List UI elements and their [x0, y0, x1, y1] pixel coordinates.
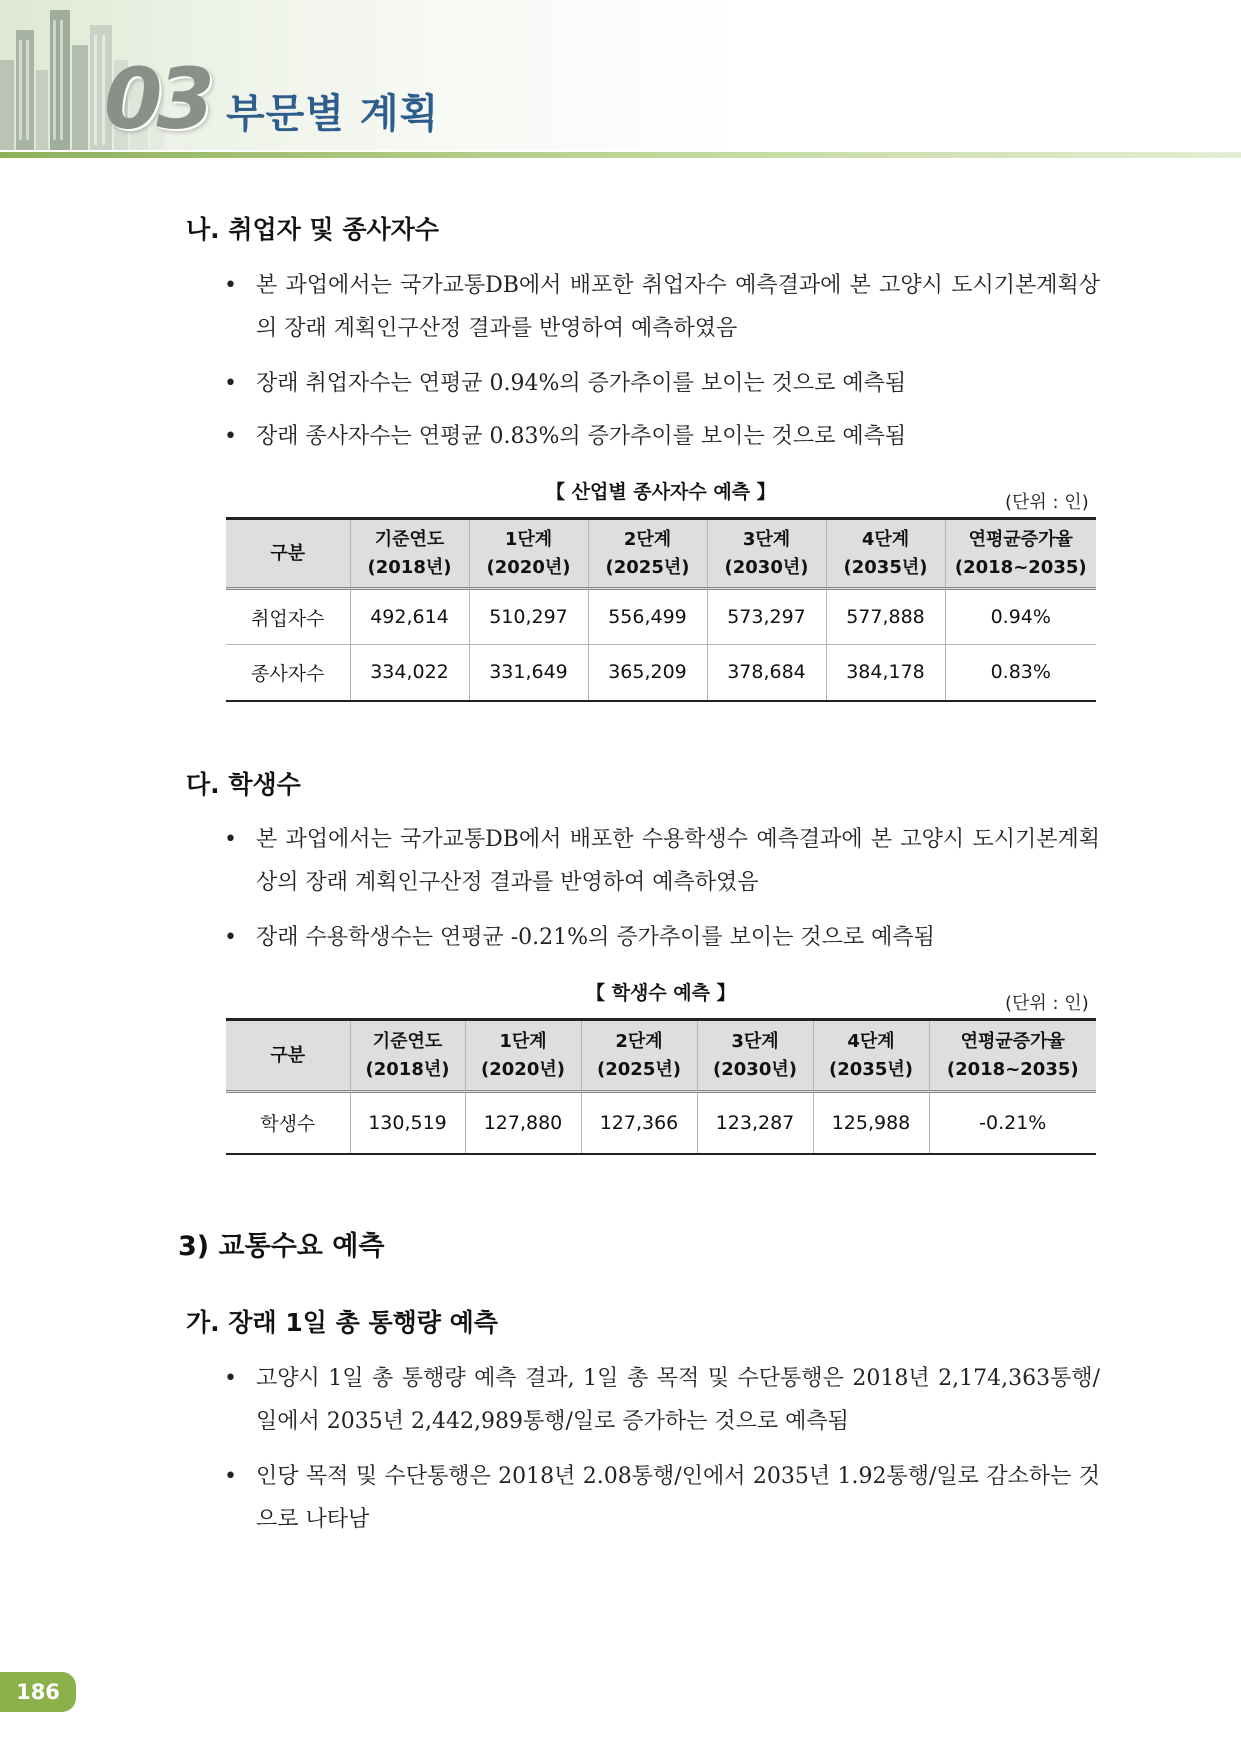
bullet-icon: • [224, 925, 237, 950]
header-cell: 4단계 (2035년) [813, 1020, 929, 1092]
bullet-item [224, 818, 1100, 904]
table-cell: 492,614 [350, 589, 469, 645]
bullet-item [224, 362, 1100, 405]
bullet-icon: • [224, 273, 237, 298]
row-label: 학생수 [260, 1113, 316, 1136]
table-cell: 384,178 [826, 645, 945, 701]
header-cell: 4단계 (2035년) [826, 519, 945, 589]
page-header [0, 0, 1241, 160]
table-caption: 【 학생수 예측 】 [586, 982, 736, 1004]
section-heading-students: 다. 학생수 [186, 770, 301, 799]
header-cell: 구분 [226, 519, 350, 589]
row-label: 종사자수 [226, 645, 350, 701]
table-unit: (단위 : 인) [1005, 492, 1089, 513]
table-header-row [226, 1020, 1096, 1092]
table-caption: 【 산업별 종사자수 예측 】 [546, 481, 776, 503]
header-cell: 구분 [226, 1020, 350, 1092]
header-cell: 3단계 (2030년) [697, 1020, 813, 1092]
bullet-icon: • [224, 424, 237, 449]
table-cell: -0.21% [929, 1092, 1096, 1154]
table-cell: 331,649 [469, 645, 588, 701]
employment-forecast-table [226, 517, 1096, 702]
bullet-text: 본 과업에서는 국가교통DB에서 배포한 수용학생수 예측결과에 본 고양시 도시기본계획상의 장래 계획인구산정 결과를 반영하여 예측하였음 [256, 827, 1100, 895]
student-forecast-table [226, 1018, 1096, 1155]
table-cell: 378,684 [707, 645, 826, 701]
header-cell: 2단계 (2025년) [588, 519, 707, 589]
table-header-row [226, 519, 1096, 589]
table-cell: 130,519 [350, 1092, 465, 1154]
table-cell: 0.83% [945, 645, 1096, 701]
bullet-text: 인당 목적 및 수단통행은 2018년 2.08통행/인에서 2035년 1.92통행/일로 감소하는 것으로 나타남 [256, 1464, 1100, 1532]
bullet-item [224, 1455, 1100, 1541]
header-cell: 기준연도 (2018년) [350, 519, 469, 589]
header-cell: 연평균증가율 (2018~2035) [945, 519, 1096, 589]
header-cell: 2단계 (2025년) [581, 1020, 697, 1092]
bullet-item [224, 264, 1100, 350]
table-cell: 127,366 [581, 1092, 697, 1154]
row-label: 취업자수 [251, 607, 325, 630]
section-heading-demand: 3) 교통수요 예측 [178, 1231, 385, 1262]
table-row [226, 589, 1096, 645]
header-cell: 1단계 (2020년) [465, 1020, 581, 1092]
table-cell: 510,297 [469, 589, 588, 645]
header-rule [0, 152, 1241, 158]
bullet-icon: • [224, 827, 237, 852]
bullet-item [224, 916, 1100, 959]
section-heading-employment: 나. 취업자 및 종사자수 [186, 215, 439, 244]
table-cell: 365,209 [588, 645, 707, 701]
bullet-text: 본 과업에서는 국가교통DB에서 배포한 취업자수 예측결과에 본 고양시 도시기본계획상의 장래 계획인구산정 결과를 반영하여 예측하였음 [256, 273, 1100, 341]
table-cell: 556,499 [588, 589, 707, 645]
header-cell: 3단계 (2030년) [707, 519, 826, 589]
page-number: 186 [0, 1672, 76, 1712]
table-cell: 0.94% [945, 589, 1096, 645]
bullet-text: 장래 종사자수는 연평균 0.83%의 증가추이를 보이는 것으로 예측됨 [256, 424, 907, 449]
table-unit: (단위 : 인) [1005, 993, 1089, 1014]
bullet-text: 고양시 1일 총 통행량 예측 결과, 1일 총 목적 및 수단통행은 2018년 2,174,363통행/일에서 2035년 2,442,989통행/일로 증가하는 것으로 예측됨 [256, 1366, 1100, 1434]
chapter-number: 03 [104, 50, 209, 148]
table-cell: 573,297 [707, 589, 826, 645]
header-cell: 1단계 (2020년) [469, 519, 588, 589]
table-cell: 334,022 [350, 645, 469, 701]
bullet-item [224, 1357, 1100, 1443]
table-row [226, 1092, 1096, 1154]
header-cell: 연평균증가율 (2018~2035) [929, 1020, 1096, 1092]
bullet-icon: • [224, 1366, 237, 1391]
table-cell: 123,287 [697, 1092, 813, 1154]
table-cell: 125,988 [813, 1092, 929, 1154]
header-cell: 기준연도 (2018년) [350, 1020, 465, 1092]
bullet-icon: • [224, 1464, 237, 1489]
table-cell: 127,880 [465, 1092, 581, 1154]
bullet-icon: • [224, 371, 237, 396]
subsection-heading-daily-trips: 가. 장래 1일 총 통행량 예측 [186, 1308, 498, 1337]
bullet-item [224, 415, 1100, 458]
chapter-title: 부문별 계획 [226, 91, 440, 137]
bullet-text: 장래 수용학생수는 연평균 -0.21%의 증가추이를 보이는 것으로 예측됨 [256, 925, 935, 950]
bullet-text: 장래 취업자수는 연평균 0.94%의 증가추이를 보이는 것으로 예측됨 [256, 371, 907, 396]
table-row [226, 645, 1096, 701]
table-cell: 577,888 [826, 589, 945, 645]
